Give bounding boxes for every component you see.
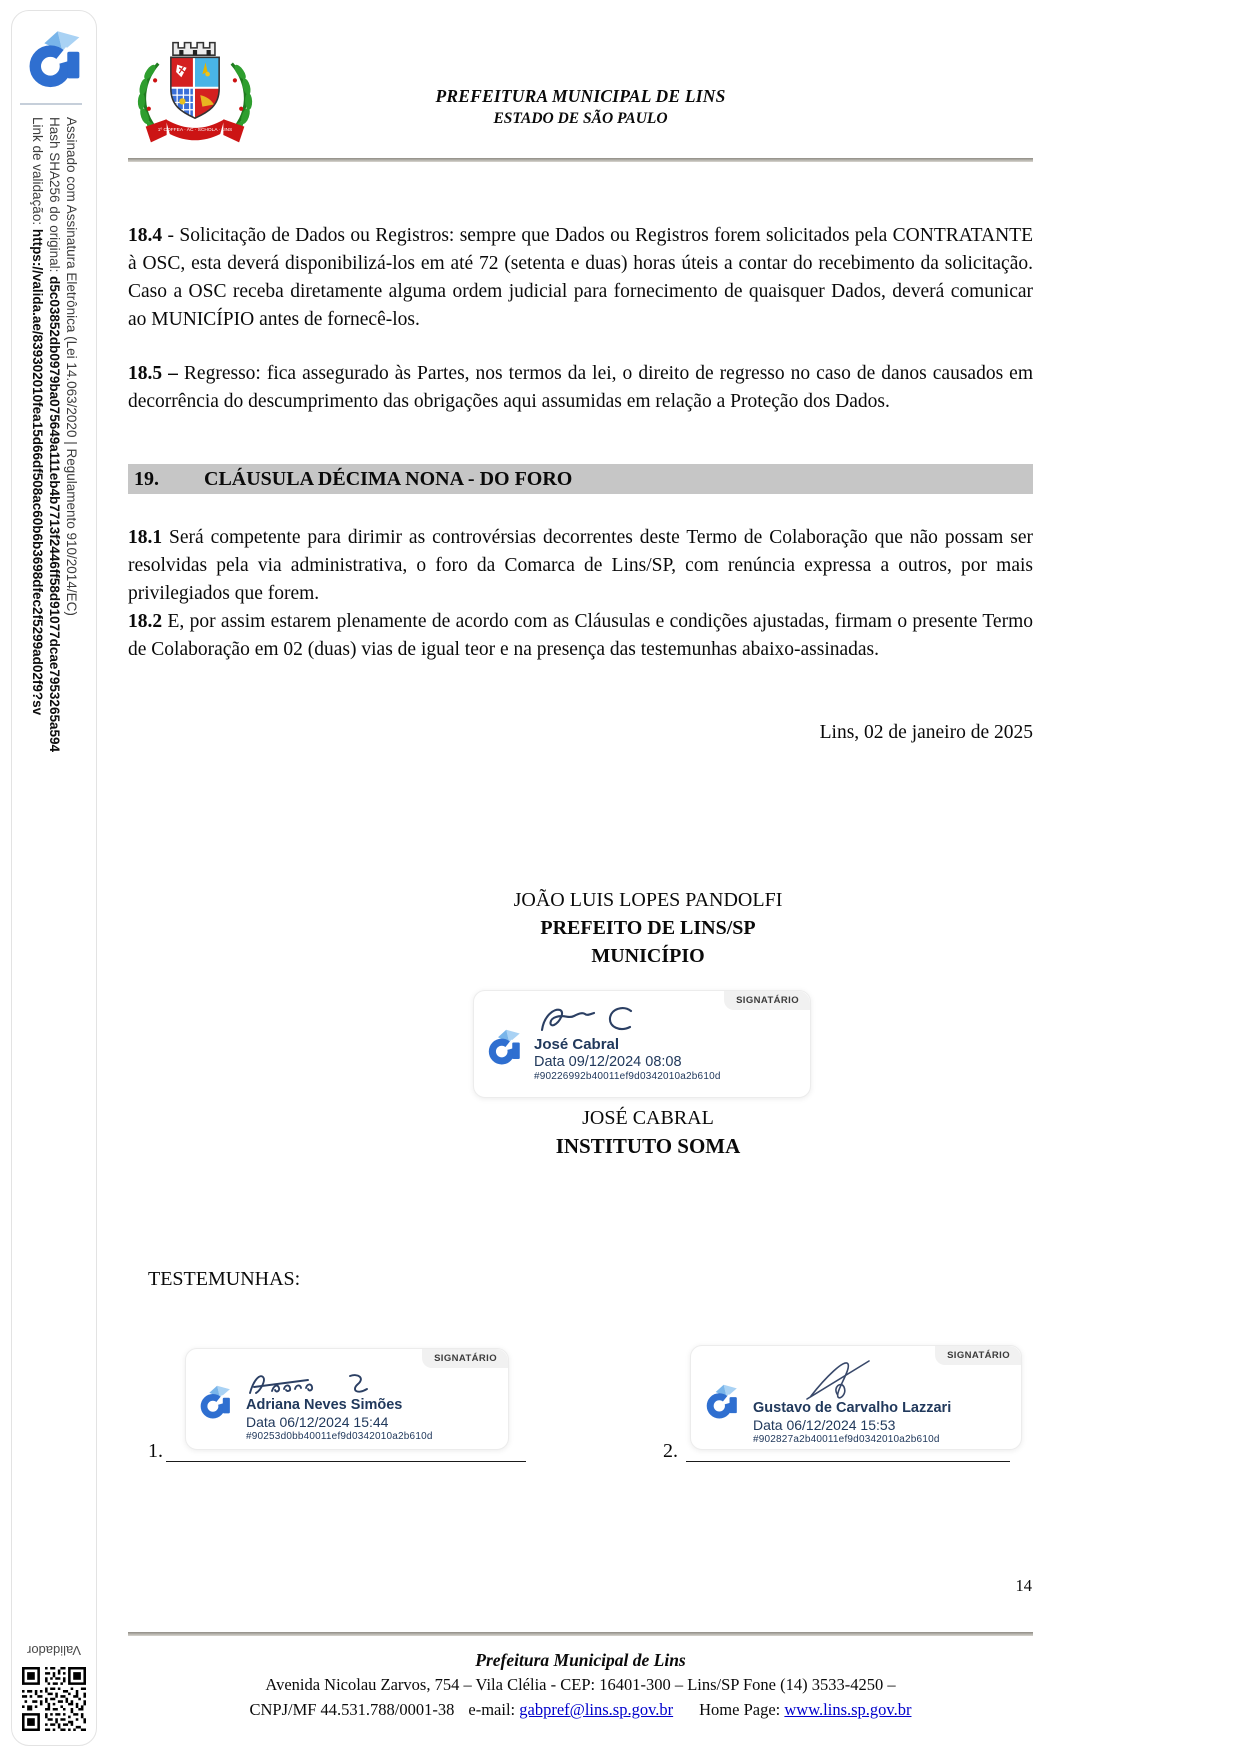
- handwritten-signature-scribble: [803, 1354, 873, 1400]
- clause-18-1: [128, 524, 1033, 608]
- validation-qr-code: [22, 1667, 86, 1731]
- section-title: CLÁUSULA DÉCIMA NONA - DO FORO: [204, 468, 573, 490]
- clause-18-5: [128, 360, 1033, 416]
- institute-org: INSTITUTO SOMA: [555, 1134, 741, 1158]
- clause-text: E, por assim estarem plenamente de acordo com as Cláusulas e condições ajustadas, firmam o presente Termo de Colaboração em 02 (duas) vias de igual teor e na presença das testemunhas abaixo-assinadas.: [128, 611, 1033, 660]
- stamp-content: [246, 1371, 433, 1442]
- document-footer: [128, 1648, 1033, 1722]
- strip-divider: [20, 103, 82, 105]
- clause-text: Regresso: fica assegurado às Partes, nos termos da lei, o direito de regresso no caso de danos causados em decorrência do descumprimento das obrigações aqui assumidas em relação a Proteção dos Dados.: [128, 363, 1034, 412]
- footer-email-link[interactable]: gabpref@lins.sp.gov.br: [519, 1700, 674, 1719]
- footer-cnpj: CNPJ/MF 44.531.788/0001-38: [249, 1700, 455, 1719]
- signature-stamp-gustavo: [690, 1345, 1022, 1450]
- witness-2-signature-line: [686, 1461, 1010, 1462]
- mayor-signature-block: [348, 886, 948, 970]
- signature-platform-logo-icon: [198, 1385, 232, 1419]
- clause-text: Será competente para dirimir as controvérsias decorrentes deste Termo de Colaboração que não possam ser resolvidas pela via administrativa, o foro da Comarca de Lins/SP, com renúncia expressa a outros, por mais privilegiados que forem.: [128, 527, 1033, 604]
- signature-date: Data 09/12/2024 08:08: [534, 1054, 682, 1070]
- signatario-tab: SIGNATÁRIO: [422, 1349, 508, 1368]
- footer-org-name: Prefeitura Municipal de Lins: [475, 1650, 686, 1670]
- mayor-role: PREFEITO DE LINS/SP: [540, 917, 756, 939]
- page-number: 14: [1015, 1576, 1032, 1595]
- stamp-content: [534, 1003, 721, 1082]
- stamp-content: [753, 1354, 951, 1445]
- digital-signature-strip: [11, 10, 97, 1746]
- institute-signer-name: JOSÉ CABRAL: [582, 1107, 714, 1129]
- footer-rule: [128, 1632, 1033, 1636]
- clause-text: - Solicitação de Dados ou Registros: sempre que Dados ou Registros forem solicitados pela CONTRATANTE à OSC, esta deverá disponibilizá-los em até 72 (setenta e duas) horas úteis a contar do recebimento da solicitação. Caso a OSC receba diretamente alguma ordem judicial para fornecimento de quaisquer Dados, deverá comunicar ao MUNICÍPIO antes de fornecê-los.: [128, 225, 1033, 330]
- signatario-tab: SIGNATÁRIO: [724, 991, 810, 1010]
- footer-address: Avenida Nicolau Zarvos, 754 – Vila Clélia - CEP: 16401-300 – Lins/SP Fone (14) 3533-4250 –: [265, 1675, 896, 1694]
- footer-homepage-label: Home Page:: [699, 1700, 781, 1719]
- header-title: PREFEITURA MUNICIPAL DE LINS: [435, 86, 726, 106]
- handwritten-signature-scribble: [246, 1371, 376, 1397]
- institute-signature-block: [348, 1104, 948, 1160]
- clause-number: 18.5 –: [128, 363, 178, 384]
- footer-homepage-link[interactable]: www.lins.sp.gov.br: [784, 1700, 912, 1719]
- signer-name: José Cabral: [534, 1036, 620, 1053]
- signature-stamp-adriana: [185, 1348, 509, 1450]
- signature-date: Data 06/12/2024 15:53: [753, 1417, 896, 1433]
- date-line: Lins, 02 de janeiro de 2025: [819, 722, 1033, 743]
- signature-hash: #902827a2b40011ef9d0342010a2b610d: [753, 1434, 940, 1445]
- validador-label: Validador: [27, 1643, 81, 1658]
- signature-stamp-jose-cabral: [473, 990, 811, 1098]
- mayor-entity: MUNICÍPIO: [591, 945, 705, 967]
- validation-url: https://valida.ae/839302010fea15d66df508ac60b6b3698dfec2f5299ad02f9?sv: [30, 228, 45, 716]
- svg-text:1º COFFEA · AC · SCHOLA · LINS: 1º COFFEA · AC · SCHOLA · LINS: [157, 127, 233, 133]
- clause-18-2: [128, 608, 1033, 664]
- signature-metadata-text: [29, 117, 80, 1267]
- signature-date: Data 06/12/2024 15:44: [246, 1414, 389, 1430]
- signer-name: Adriana Neves Simões: [246, 1397, 403, 1413]
- clause-18-4: [128, 222, 1033, 334]
- mayor-name: JOÃO LUIS LOPES PANDOLFI: [513, 889, 783, 911]
- footer-email-label: e-mail:: [468, 1700, 516, 1719]
- section-number: 19.: [134, 468, 159, 490]
- witness-2-number: 2.: [663, 1440, 678, 1462]
- witness-1-signature-line: [166, 1461, 526, 1462]
- document-header: [128, 86, 1033, 128]
- signature-platform-logo-icon: [486, 1029, 522, 1065]
- handwritten-signature-scribble: [534, 1003, 646, 1037]
- signature-validation-link-line: Link de validação: https://valida.ae/839302010fea15d66df508ac60b6b3698dfec2f5299ad02f9?sv: [30, 117, 45, 716]
- signer-name: Gustavo de Carvalho Lazzari: [753, 1400, 952, 1416]
- witnesses-heading: TESTEMUNHAS:: [148, 1268, 301, 1290]
- signature-hash: #90226992b40011ef9d0342010a2b610d: [534, 1071, 721, 1082]
- signature-hash: #90253d0bb40011ef9d0342010a2b610d: [246, 1431, 433, 1442]
- header-rule: [128, 158, 1033, 162]
- clause-number: 18.2: [128, 611, 163, 632]
- signatario-tab: SIGNATÁRIO: [935, 1346, 1021, 1365]
- clause-number: 18.1: [128, 527, 163, 548]
- footer-contact-line: [128, 1697, 1033, 1722]
- signature-hash-line: Hash SHA256 do original: d5c03852db0979ba075649a111eb4b7713f2446ff58d91077dcae7953265a594: [47, 117, 62, 752]
- header-subtitle: ESTADO DE SÃO PAULO: [493, 110, 668, 127]
- signature-platform-logo-icon: [25, 27, 83, 91]
- signature-law-line: Assinado com Assinatura Eletrônica (Lei 14.063/2020 | Regulamento 910/2014/EC): [64, 117, 79, 616]
- signature-platform-logo-icon: [704, 1384, 739, 1419]
- section-19-heading: [128, 464, 1033, 494]
- clause-number: 18.4: [128, 225, 163, 246]
- witness-1-number: 1.: [148, 1440, 163, 1462]
